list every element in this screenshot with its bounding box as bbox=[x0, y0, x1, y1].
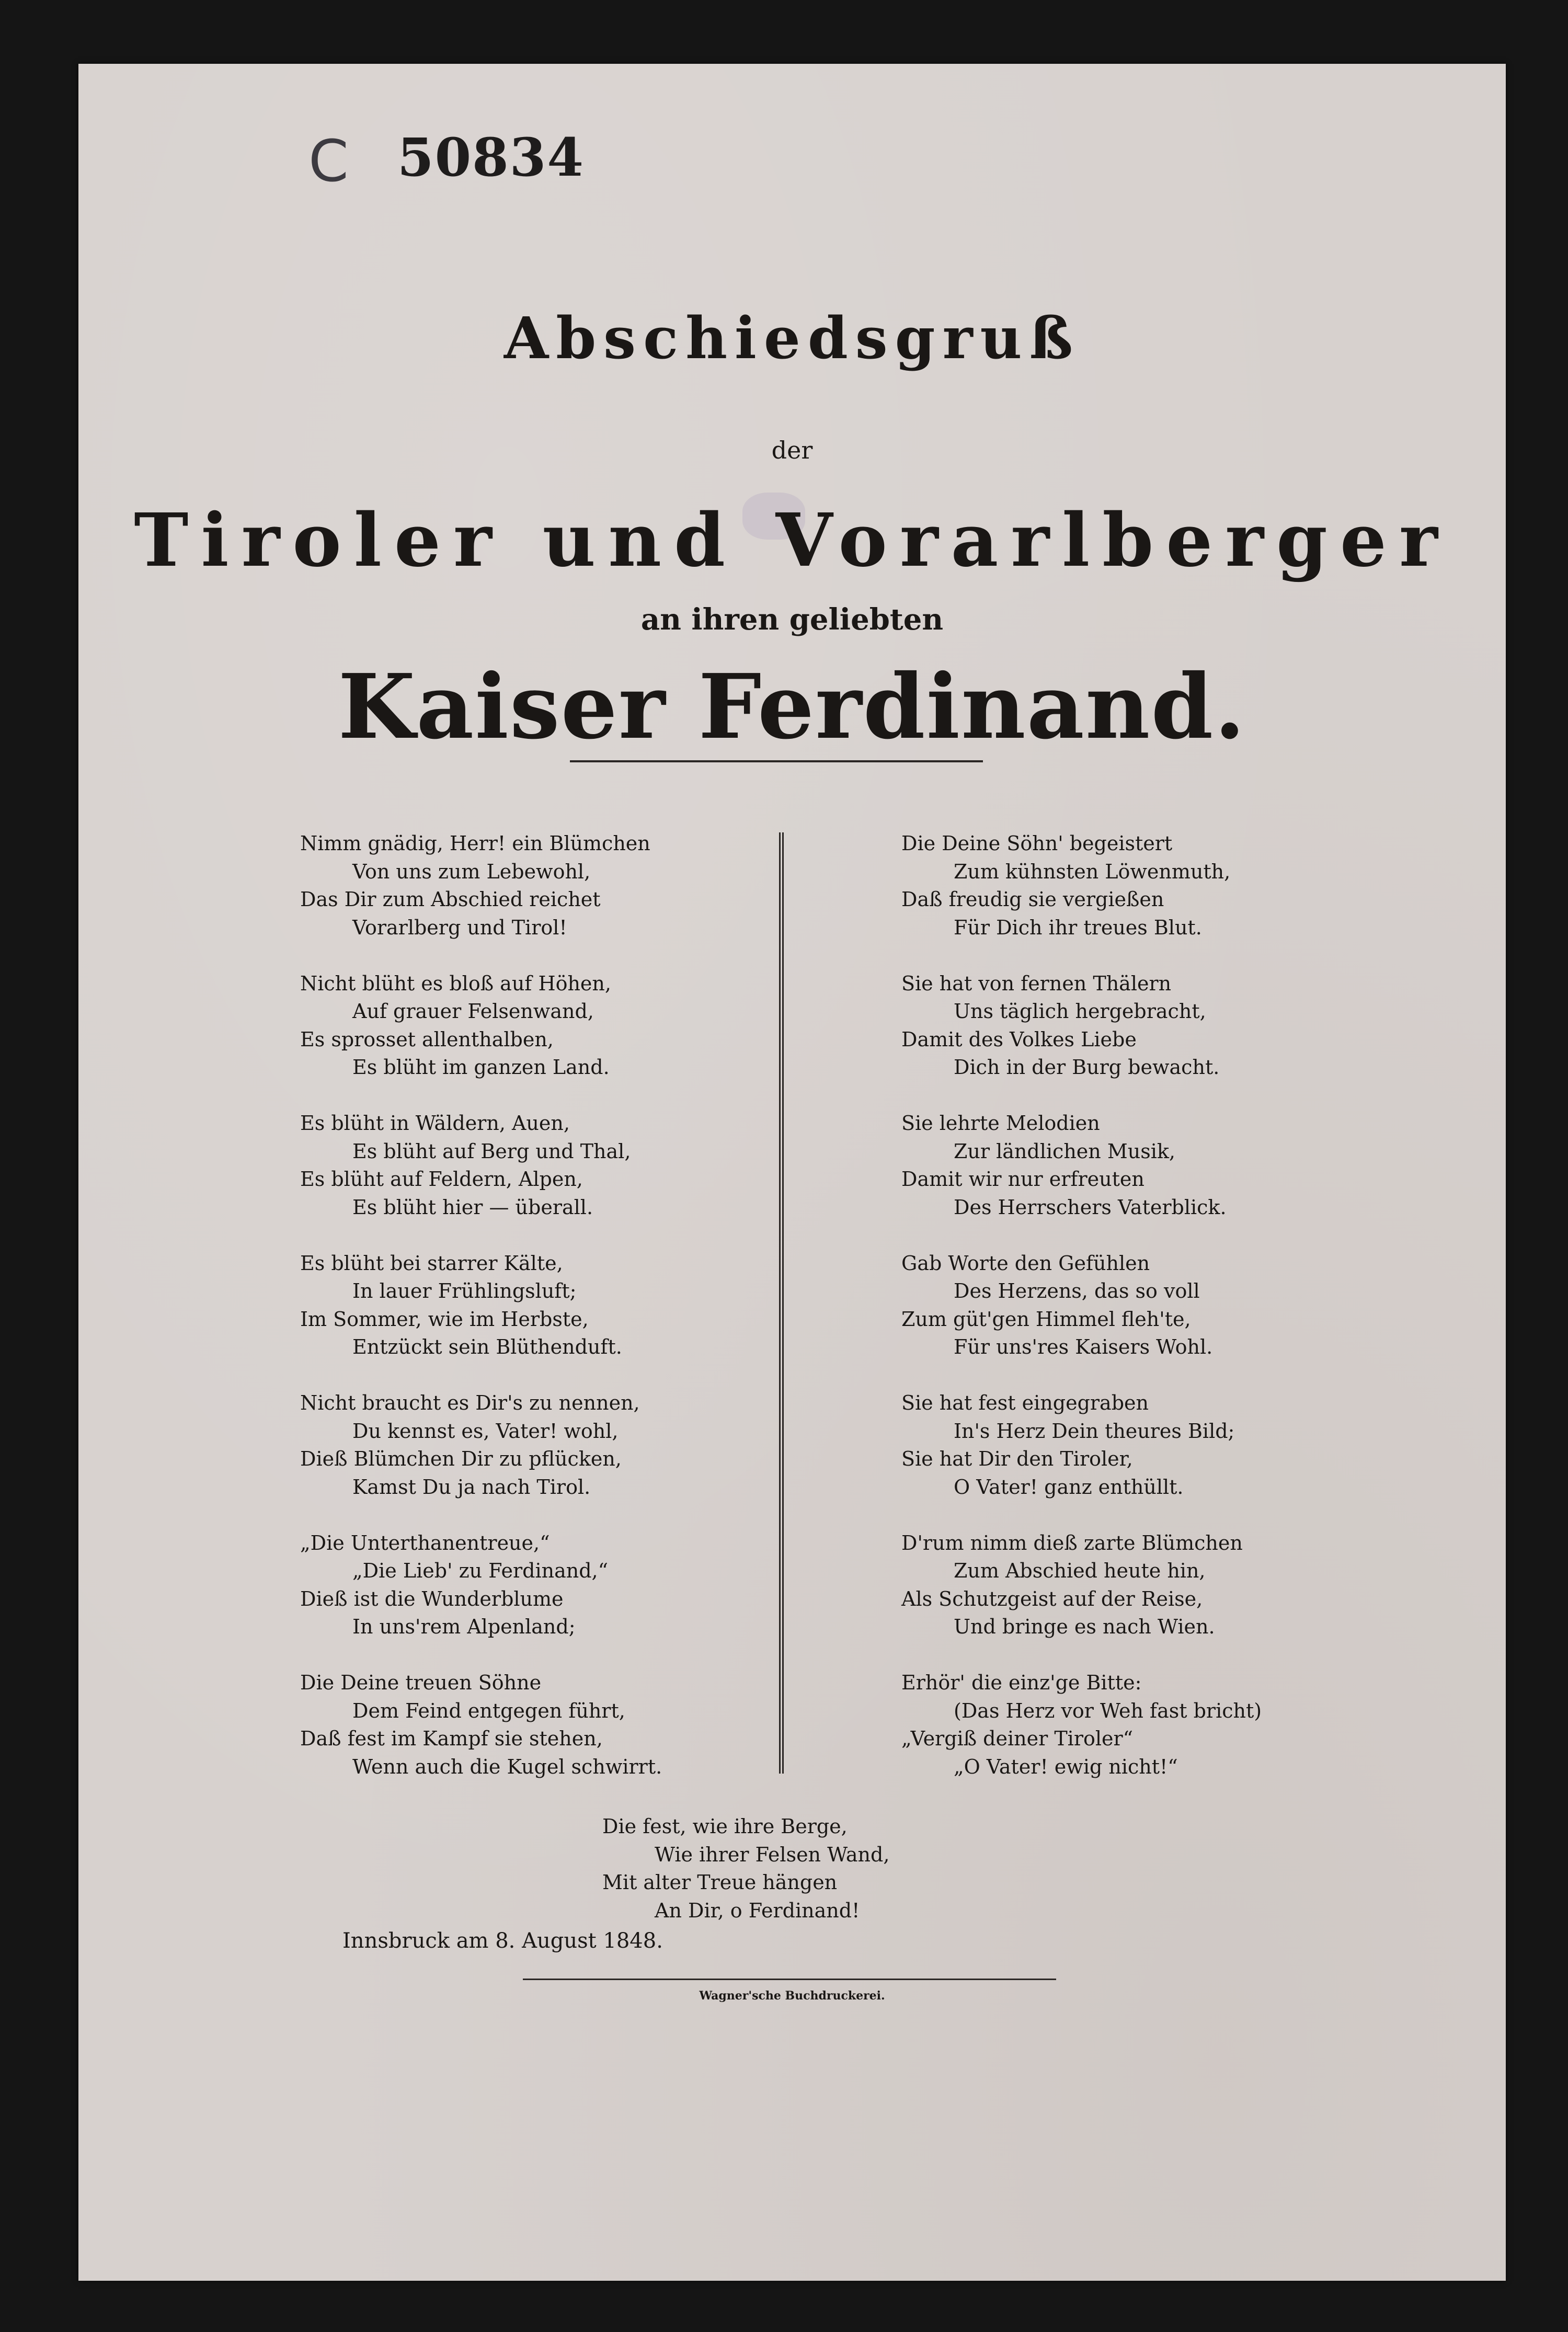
stanza bbox=[901, 1110, 1424, 1221]
verse-line: Du kennst es, Vater! wohl, bbox=[352, 1419, 619, 1443]
verse-line: „O Vater! ewig nicht!“ bbox=[954, 1755, 1178, 1778]
verse-line: Damit wir nur erfreuten bbox=[901, 1168, 1144, 1191]
divider-rule-bottom bbox=[523, 1979, 1056, 1980]
verse-line: Es blüht bei starrer Kälte, bbox=[300, 1251, 563, 1275]
verse-line: Dieß Blümchen Dir zu pflücken, bbox=[300, 1447, 622, 1470]
verse-line: „Die Unterthanentreue,“ bbox=[300, 1531, 550, 1554]
verse-line: Zur ländlichen Musik, bbox=[954, 1139, 1175, 1163]
verse-line: In's Herz Dein theures Bild; bbox=[954, 1419, 1235, 1443]
archive-stamp-prefix: C bbox=[308, 128, 349, 195]
stanza bbox=[300, 1529, 755, 1641]
verse-line: Mit alter Treue hängen bbox=[602, 1871, 838, 1894]
verse-line: Es blüht im ganzen Land. bbox=[352, 1056, 610, 1079]
printer-imprint: Wagner'sche Buchdruckerei. bbox=[699, 1989, 885, 2003]
stanza bbox=[300, 830, 755, 942]
verse-line: Nicht blüht es bloß auf Höhen, bbox=[300, 971, 611, 995]
verse-line: Des Herrschers Vaterblick. bbox=[954, 1195, 1227, 1219]
verse-line: Und bringe es nach Wien. bbox=[954, 1615, 1215, 1638]
poem-final-stanza bbox=[602, 1813, 889, 1925]
verse-line: Es blüht hier — überall. bbox=[352, 1195, 593, 1219]
verse-line: Die fest, wie ihre Berge, bbox=[602, 1815, 848, 1838]
title-line-3: Tiroler und Vorarlberger bbox=[134, 498, 1450, 584]
title-line-2: der bbox=[771, 436, 813, 464]
stanza bbox=[300, 1389, 755, 1501]
verse-line: Auf grauer Felsenwand, bbox=[352, 1000, 594, 1023]
verse-line: Kamst Du ja nach Tirol. bbox=[352, 1475, 591, 1499]
verse-line: Sie hat fest eingegraben bbox=[901, 1391, 1149, 1414]
stanza bbox=[901, 1389, 1424, 1501]
verse-line: Es sprosset allenthalben, bbox=[300, 1027, 554, 1051]
verse-line: In lauer Frühlingsluft; bbox=[352, 1279, 577, 1302]
verse-line: Gab Worte den Gefühlen bbox=[901, 1251, 1150, 1275]
verse-line: O Vater! ganz enthüllt. bbox=[954, 1475, 1184, 1499]
stanza bbox=[901, 1250, 1424, 1362]
verse-line: An Dir, o Ferdinand! bbox=[655, 1899, 860, 1922]
verse-line: Sie hat Dir den Tiroler, bbox=[901, 1447, 1133, 1470]
verse-line: Die Deine Söhn' begeistert bbox=[901, 832, 1173, 855]
verse-line: Es blüht in Wäldern, Auen, bbox=[300, 1112, 570, 1135]
title-line-1: Abschiedsgruß bbox=[503, 304, 1081, 372]
stanza bbox=[901, 1529, 1424, 1641]
verse-line: Entzückt sein Blüthenduft. bbox=[352, 1335, 622, 1358]
verse-line: Daß fest im Kampf sie stehen, bbox=[300, 1727, 603, 1750]
verse-line: Es blüht auf Feldern, Alpen, bbox=[300, 1168, 583, 1191]
verse-line: Damit des Volkes Liebe bbox=[901, 1027, 1137, 1051]
verse-line: „Vergiß deiner Tiroler“ bbox=[901, 1727, 1134, 1750]
verse-line: Für Dich ihr treues Blut. bbox=[954, 916, 1202, 939]
broadside-sheet bbox=[78, 64, 1506, 2281]
stanza bbox=[300, 1669, 755, 1781]
stanza bbox=[300, 1250, 755, 1362]
verse-line: Uns täglich hergebracht, bbox=[954, 1000, 1206, 1023]
archive-stamp-number: 50834 bbox=[397, 127, 585, 188]
stanza bbox=[901, 830, 1424, 942]
dateline: Innsbruck am 8. August 1848. bbox=[342, 1929, 663, 1953]
verse-line: Die Deine treuen Söhne bbox=[300, 1671, 542, 1694]
verse-line: Sie lehrte Melodien bbox=[901, 1112, 1100, 1135]
verse-line: D'rum nimm dieß zarte Blümchen bbox=[901, 1531, 1243, 1554]
verse-line: Nimm gnädig, Herr! ein Blümchen bbox=[300, 832, 650, 855]
title-line-5: Kaiser Ferdinand. bbox=[338, 655, 1246, 759]
verse-line: Erhör' die einz'ge Bitte: bbox=[901, 1671, 1142, 1694]
verse-line: Zum kühnsten Löwenmuth, bbox=[954, 860, 1231, 883]
stanza bbox=[300, 970, 755, 1082]
column-divider-rule bbox=[779, 832, 784, 1774]
verse-line: In uns'rem Alpenland; bbox=[352, 1615, 576, 1638]
verse-line: (Das Herz vor Weh fast bricht) bbox=[954, 1699, 1262, 1722]
verse-line: Für uns'res Kaisers Wohl. bbox=[954, 1335, 1213, 1358]
verse-line: Wenn auch die Kugel schwirrt. bbox=[352, 1755, 662, 1778]
verse-line: Dieß ist die Wunderblume bbox=[300, 1587, 564, 1610]
verse-line: Zum güt'gen Himmel fleh'te, bbox=[901, 1307, 1191, 1331]
stanza bbox=[901, 970, 1424, 1082]
verse-line: Nicht braucht es Dir's zu nennen, bbox=[300, 1391, 640, 1414]
verse-line: Zum Abschied heute hin, bbox=[954, 1559, 1206, 1582]
verse-line: Des Herzens, das so voll bbox=[954, 1279, 1200, 1302]
verse-line: „Die Lieb' zu Ferdinand,“ bbox=[352, 1559, 609, 1582]
verse-line: Von uns zum Lebewohl, bbox=[352, 860, 591, 883]
title-line-4: an ihren geliebten bbox=[640, 602, 944, 637]
poem-right-column bbox=[901, 830, 1424, 1809]
verse-line: Wie ihrer Felsen Wand, bbox=[655, 1843, 890, 1866]
verse-line: Dich in der Burg bewacht. bbox=[954, 1056, 1220, 1079]
verse-line: Daß freudig sie vergießen bbox=[901, 888, 1164, 911]
verse-line: Vorarlberg und Tirol! bbox=[352, 916, 567, 939]
stanza bbox=[901, 1669, 1424, 1781]
verse-line: Dem Feind entgegen führt, bbox=[352, 1699, 625, 1722]
verse-line: Im Sommer, wie im Herbste, bbox=[300, 1307, 589, 1331]
verse-line: Das Dir zum Abschied reichet bbox=[300, 888, 601, 911]
verse-line: Als Schutzgeist auf der Reise, bbox=[901, 1587, 1203, 1610]
verse-line: Sie hat von fernen Thälern bbox=[901, 971, 1172, 995]
verse-line: Es blüht auf Berg und Thal, bbox=[352, 1139, 631, 1163]
divider-rule-top bbox=[570, 760, 983, 762]
poem-left-column bbox=[300, 830, 755, 1809]
stanza bbox=[300, 1110, 755, 1221]
